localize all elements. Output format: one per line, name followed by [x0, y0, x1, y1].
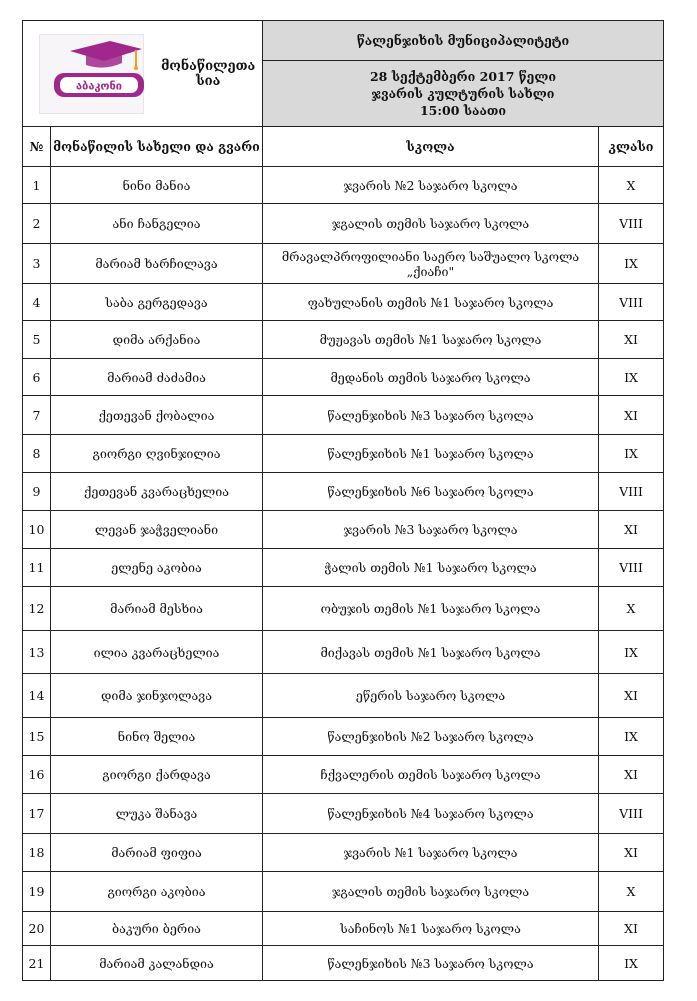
row-number: 1: [23, 167, 51, 204]
row-number: 14: [23, 674, 51, 718]
grade: XI: [599, 396, 664, 435]
table-row: [23, 587, 664, 631]
school-name: ჯვარის №2 საჯარო სკოლა: [263, 167, 599, 204]
table-row: [23, 549, 664, 587]
table-row: [23, 718, 664, 756]
row-number: 7: [23, 396, 51, 435]
participant-name: ნინო შელია: [51, 718, 263, 756]
row-number: 12: [23, 587, 51, 631]
row-number: 15: [23, 718, 51, 756]
col-header-num: №: [23, 127, 51, 167]
table-row: [23, 946, 664, 981]
school-name: წალენჯიხის №2 საჯარო სკოლა: [263, 718, 599, 756]
school-name: ჯგალის თემის საჯარო სკოლა: [263, 872, 599, 912]
school-name: მუჟავას თემის №1 საჯარო სკოლა: [263, 321, 599, 359]
grade: XI: [599, 756, 664, 794]
grade: VIII: [599, 794, 664, 834]
participant-name: ნინი მანია: [51, 167, 263, 204]
grade: X: [599, 167, 664, 204]
participant-name: მარიამ ფიფია: [51, 834, 263, 872]
row-number: 2: [23, 204, 51, 244]
row-number: 3: [23, 244, 51, 284]
participants-list-title: მონაწილეთა სია: [161, 58, 256, 89]
table-row: [23, 631, 664, 674]
grade: XI: [599, 674, 664, 718]
grade: IX: [599, 435, 664, 473]
participant-name: მარიამ ხარჩილავა: [51, 244, 263, 284]
table-row: [23, 244, 664, 284]
participant-name: გიორგი აკობია: [51, 872, 263, 912]
school-name: წალენჯიხის №6 საჯარო სკოლა: [263, 473, 599, 511]
grade: IX: [599, 359, 664, 396]
grade: X: [599, 872, 664, 912]
table-row: [23, 756, 664, 794]
participant-name: ბაკური ბერია: [51, 912, 263, 946]
row-number: 20: [23, 912, 51, 946]
table-row: [23, 321, 664, 359]
participant-name: მარიამ მესხია: [51, 587, 263, 631]
grade: X: [599, 587, 664, 631]
table-row: [23, 674, 664, 718]
table-row: [23, 473, 664, 511]
table-row: [23, 872, 664, 912]
participant-name: საბა გერგედავა: [51, 284, 263, 321]
grade: XI: [599, 321, 664, 359]
school-name: წალენჯიხის №3 საჯარო სკოლა: [263, 946, 599, 981]
school-name: ობუჯის თემის №1 საჯარო სკოლა: [263, 587, 599, 631]
grade: XI: [599, 834, 664, 872]
school-name: ჩქვალერის თემის საჯარო სკოლა: [263, 756, 599, 794]
participant-name: ანი ჩანგელია: [51, 204, 263, 244]
row-number: 19: [23, 872, 51, 912]
participant-name: ლუკა შანავა: [51, 794, 263, 834]
school-name: წალენჯიხის №3 საჯარო სკოლა: [263, 396, 599, 435]
participant-name: მარიამ კალანდია: [51, 946, 263, 981]
row-number: 11: [23, 549, 51, 587]
logo-cell: [23, 21, 263, 127]
row-number: 8: [23, 435, 51, 473]
grade: IX: [599, 946, 664, 981]
table-row: [23, 912, 664, 946]
table-row: [23, 511, 664, 549]
table-row: [23, 359, 664, 396]
col-header-grade: კლასი: [599, 127, 664, 167]
school-name: მიქავას თემის №1 საჯარო სკოლა: [263, 631, 599, 674]
table-body: [23, 167, 664, 981]
participant-name: გიორგი ქარდავა: [51, 756, 263, 794]
row-number: 16: [23, 756, 51, 794]
school-name: წალენჯიხის №4 საჯარო სკოლა: [263, 794, 599, 834]
school-name: მედანის თემის საჯარო სკოლა: [263, 359, 599, 396]
school-name: ჯვარის №3 საჯარო სკოლა: [263, 511, 599, 549]
participant-name: ქეთევან კვარაცხელია: [51, 473, 263, 511]
grade: VIII: [599, 473, 664, 511]
participant-name: მარიამ ძაძამია: [51, 359, 263, 396]
grade: VIII: [599, 204, 664, 244]
col-header-name: მონაწილის სახელი და გვარი: [51, 127, 263, 167]
participant-name: გიორგი ღვინჯილია: [51, 435, 263, 473]
row-number: 13: [23, 631, 51, 674]
table-row: [23, 167, 664, 204]
grade: IX: [599, 244, 664, 284]
event-info: [263, 61, 664, 127]
participant-name: ქეთევან ქობალია: [51, 396, 263, 435]
grade: IX: [599, 718, 664, 756]
participant-name: ლევან ჯაჭველიანი: [51, 511, 263, 549]
school-name: ეწერის საჯარო სკოლა: [263, 674, 599, 718]
grade: VIII: [599, 549, 664, 587]
table-row: [23, 834, 664, 872]
participant-name: დიმა ჯინჯოლავა: [51, 674, 263, 718]
grade: XI: [599, 912, 664, 946]
event-time: 15:00 საათი: [419, 103, 507, 118]
participants-table: [22, 20, 664, 981]
event-place: ჯვარის კულტურის სახლი: [371, 86, 555, 101]
grade: XI: [599, 511, 664, 549]
row-number: 21: [23, 946, 51, 981]
participant-name: დიმა არქანია: [51, 321, 263, 359]
row-number: 5: [23, 321, 51, 359]
school-name: ჯვარის №1 საჯარო სკოლა: [263, 834, 599, 872]
table-row: [23, 396, 664, 435]
table-row: [23, 284, 664, 321]
logo-text: აბაკონი: [76, 79, 122, 92]
school-name: ჭალის თემის №1 საჯარო სკოლა: [263, 549, 599, 587]
grade: IX: [599, 631, 664, 674]
school-name: საჩინოს №1 საჯარო სკოლა: [263, 912, 599, 946]
grade: VIII: [599, 284, 664, 321]
row-number: 10: [23, 511, 51, 549]
col-header-school: სკოლა: [263, 127, 599, 167]
school-name: მრავალპროფილიანი საერო საშუალო სკოლა „ქიაჩი": [263, 244, 599, 284]
table-row: [23, 204, 664, 244]
row-number: 17: [23, 794, 51, 834]
school-name: წალენჯიხის №1 საჯარო სკოლა: [263, 435, 599, 473]
abakoni-logo: [39, 34, 144, 114]
row-number: 4: [23, 284, 51, 321]
row-number: 9: [23, 473, 51, 511]
table-row: [23, 435, 664, 473]
event-date: 28 სექტემბერი 2017 წელი: [369, 69, 557, 84]
municipality-title: წალენჯიხის მუნიციპალიტეტი: [263, 21, 664, 61]
column-header-row: [23, 127, 664, 167]
row-number: 18: [23, 834, 51, 872]
participant-name: ელენე აკობია: [51, 549, 263, 587]
participant-name: ილია კვარაცხელია: [51, 631, 263, 674]
school-name: ფახულანის თემის №1 საჯარო სკოლა: [263, 284, 599, 321]
school-name: ჯგალის თემის საჯარო სკოლა: [263, 204, 599, 244]
row-number: 6: [23, 359, 51, 396]
table-row: [23, 794, 664, 834]
